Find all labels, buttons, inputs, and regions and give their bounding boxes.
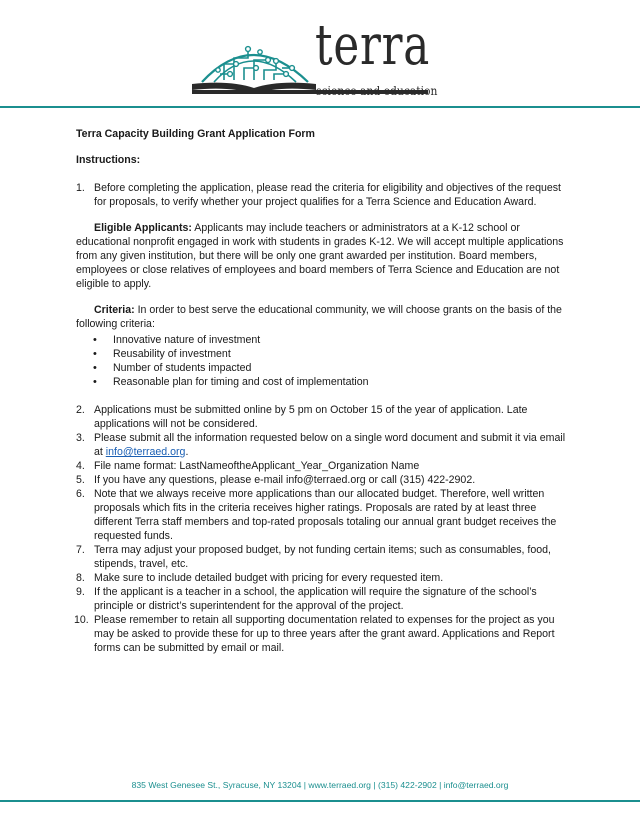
item-number: 8.	[76, 572, 85, 584]
list-item	[76, 613, 566, 655]
list-item	[76, 543, 566, 571]
list-item	[76, 473, 566, 487]
item-text: Please remember to retain all supporting documentation related to expenses for the project as you may be asked to provide these for up to three years after the grant award. Applications and Report forms can be submitted by email or mail.	[94, 614, 555, 654]
eligible-applicants-text: Applicants may include teachers or administrators at a K-12 school or educational nonprofit engaged in work with students in grades K-12. We will accept multiple applications from any given institution, but there will be only one grant awarded per institution. Board members, employees or close relatives of employees and board members of Terra Science and Education are not eligible to apply.	[76, 222, 564, 290]
item-text: If the applicant is a teacher in a school, the application will require the signature of the school’s principle or district’s superintendent for the approval of the project.	[94, 586, 537, 612]
item-text: Please submit all the information requested below on a single word document and submit it via email at	[94, 432, 566, 458]
list-item	[76, 459, 566, 473]
document-body	[76, 127, 566, 655]
list-item	[76, 181, 566, 403]
item-number: 1.	[76, 182, 85, 194]
eligible-applicants-paragraph	[76, 221, 566, 291]
item-number: 6.	[76, 488, 85, 500]
item-text: Terra may adjust your proposed budget, by not funding certain items; such as consumables, food, stipends, travel, etc.	[94, 544, 551, 570]
form-title: Terra Capacity Building Grant Application Form	[76, 128, 315, 140]
item-text: Make sure to include detailed budget with pricing for every requested item.	[94, 572, 444, 584]
criteria-item: • Reasonable plan for timing and cost of implementation	[76, 375, 566, 389]
item-number: 3.	[76, 432, 85, 444]
letterhead	[0, 0, 640, 110]
criteria-item: • Reusability of investment	[76, 347, 566, 361]
item-text: Note that we always receive more applications than our allocated budget. Therefore, well written proposals which fits in the criteria receives higher ratings. Proposals are rated by at least three different Terra staff members and top-rated proposals totaling our annual grant budget receives the requested funds.	[94, 488, 557, 542]
item-text-end: .	[185, 446, 189, 458]
science-and-education-wordmark: science and education	[316, 83, 438, 98]
header-divider	[0, 106, 640, 108]
criteria-paragraph	[76, 303, 566, 331]
item-text: If you have any questions, please e-mail info@terraed.org or call (315) 422-2902.	[94, 474, 476, 486]
criteria-item: • Innovative nature of investment	[76, 333, 566, 347]
list-item	[76, 571, 566, 585]
list-item	[76, 487, 566, 543]
list-item	[76, 431, 566, 459]
criteria-list	[76, 333, 566, 389]
item-number: 9.	[76, 586, 85, 598]
instructions-heading: Instructions:	[76, 154, 141, 166]
item-text: File name format: LastNameoftheApplicant_Year_Organization Name	[94, 460, 420, 472]
item-number: 7.	[76, 544, 85, 556]
email-link[interactable]: info@terraed.org	[105, 446, 186, 458]
item-number: 2.	[76, 404, 85, 416]
item-text: Before completing the application, please read the criteria for eligibility and objectives of the request for proposals, to verify whether your project qualifies for a Terra Science and Education Award.	[94, 182, 561, 208]
item-text: Applications must be submitted online by 5 pm on October 15 of the year of application. Late applications will not be considered.	[94, 404, 528, 430]
eligible-applicants-label: Eligible Applicants:	[94, 222, 192, 234]
list-item	[76, 403, 566, 431]
item-number: 10.	[74, 614, 89, 626]
criteria-label: Criteria:	[94, 304, 135, 316]
criteria-text: In order to best serve the educational community, we will choose grants on the basis of the following criteria:	[76, 304, 562, 330]
criteria-item: • Number of students impacted	[76, 361, 566, 375]
footer-divider	[0, 800, 640, 802]
list-item	[76, 585, 566, 613]
footer-contact-line: 835 West Genesee St., Syracuse, NY 13204 | www.terraed.org | (315) 422-2902 | info@terraed.org	[131, 780, 509, 790]
item-number: 4.	[76, 460, 85, 472]
item-number: 5.	[76, 474, 85, 486]
instructions-list	[76, 181, 566, 655]
terra-wordmark: terra	[315, 13, 431, 78]
